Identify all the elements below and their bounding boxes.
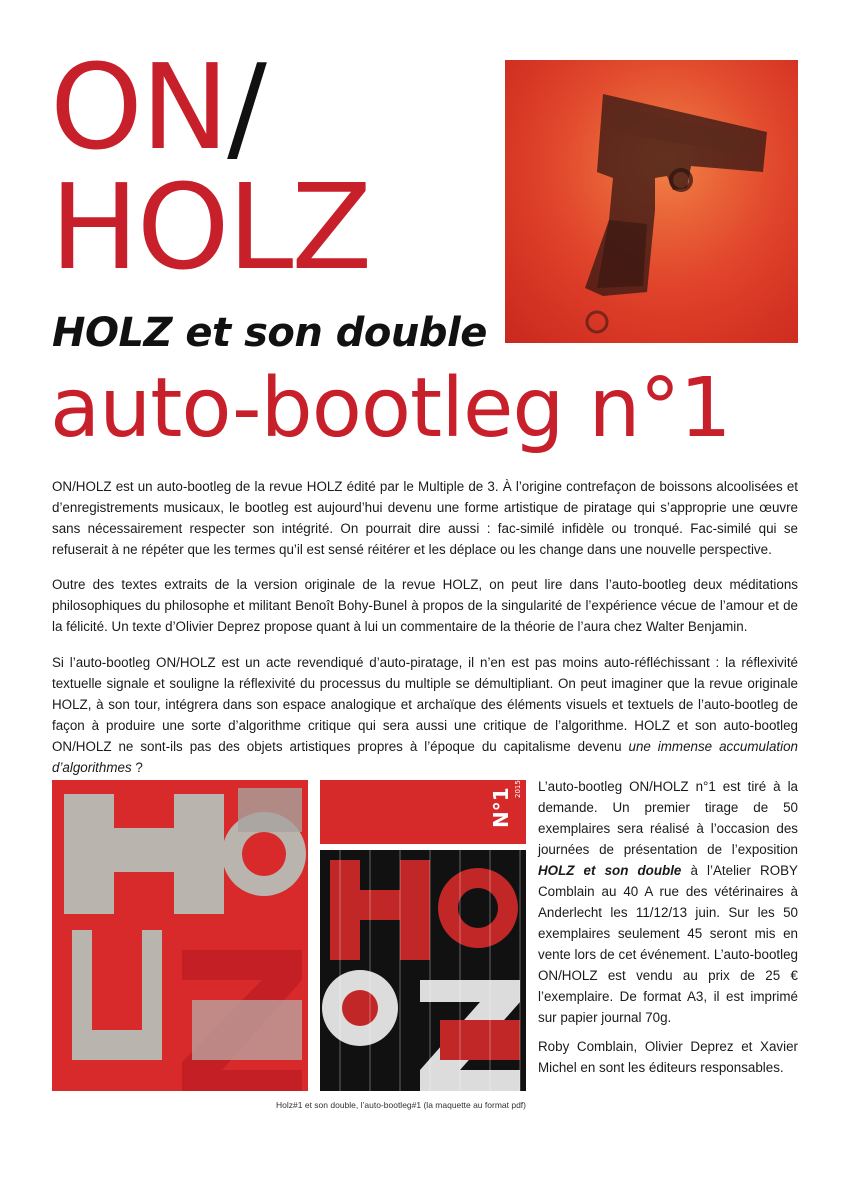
bootleg-cover-image: [320, 780, 526, 1091]
side-paragraph-print-info: L’auto-bootleg ON/HOLZ n°1 est tiré à la demande. Un premier tirage de 50 exemplaires sera réalisé à l’occasion des journées de présentation de l’exposition HOLZ et son double à l’Atelier ROBY Comblain au 40 A rue des vétérinaires à Anderlecht les 11/12/13 juin. Sur les 50 exemplaires seulement 45 seront mis en vente lors de cet événement. L’auto-bootleg ON/HOLZ est vendu au prix de 25 € l’exemplaire. De format A3, il est imprimé sur papier journal 70g.: [538, 779, 798, 1025]
side-paragraph-editors: Roby Comblain, Olivier Deprez et Xavier Michel en sont les éditeurs responsables.: [538, 1039, 798, 1075]
paragraph-intro: ON/HOLZ est un auto-bootleg de la revue HOLZ édité par le Multiple de 3. À l’origine contrefaçon de boissons alcoolisées et d’enregistrements musicaux, le bootleg est aujourd’hui devenu une forme artistique de piratage qui s’approprie une œuvre sans nécessairement respecter son intégrité. On pourrait dire aussi : fac-similé infidèle ou tronqué. Fac-similé qui se refuserait à ne répéter que les termes qu’il est sensé réitérer et les déplace ou les change dans une nouvelle perspective.: [52, 479, 798, 557]
pistol-icon: [505, 60, 798, 343]
italic-phrase: une immense accumulation d’algorithmes: [52, 739, 798, 775]
exhibition-title: HOLZ et son double: [538, 863, 682, 878]
paragraph-reflexivity: Si l’auto-bootleg ON/HOLZ est un acte revendiqué d’auto-piratage, il n’en est pas moins auto-réfléchissant : la réflexivité textuelle signale et souligne la réflexivité du processus du multiple se démultipliant. On peut imaginer que la revue originale HOLZ, à son tour, intégrera dans son espace analogique et archaïque des éléments visuels et textuels de l’auto-bootleg de façon à produire une sorte d’algorithme critique qui sera aussi une critique de l’algorithme. HOLZ et son auto-bootleg ON/HOLZ ne sont-ils pas des objets artistiques propres à l’époque du capitalisme devenu une immense accumulation d’algorithmes ?: [52, 655, 798, 775]
hero-pistol-image: [505, 60, 798, 343]
cover-year-text: 2015: [514, 780, 522, 798]
subtitle: HOLZ et son double: [52, 310, 487, 356]
title-auto-bootleg: auto-bootleg n°1: [50, 361, 731, 456]
cover-spine-text: N°1: [489, 787, 513, 828]
paragraph-contents: Outre des textes extraits de la version originale de la revue HOLZ, on peut lire dans l’auto-bootleg deux méditations philosophiques du philosophe et militant Benoît Bohy-Bunel à propos de la singularité de l’expérience vécue de l’amour et de la félicité. Un texte d’Olivier Deprez propose quant à lui un commentaire de la théorie de l’aura chez Walter Benjamin.: [52, 577, 798, 634]
title-on: ON/: [50, 38, 265, 176]
holz-cover-image: [52, 780, 308, 1091]
title-slash: /: [227, 38, 265, 176]
title-holz: HOLZ: [50, 158, 371, 296]
image-caption: Holz#1 et son double, l’auto-bootleg#1 (la maquette au format pdf): [276, 1100, 526, 1110]
